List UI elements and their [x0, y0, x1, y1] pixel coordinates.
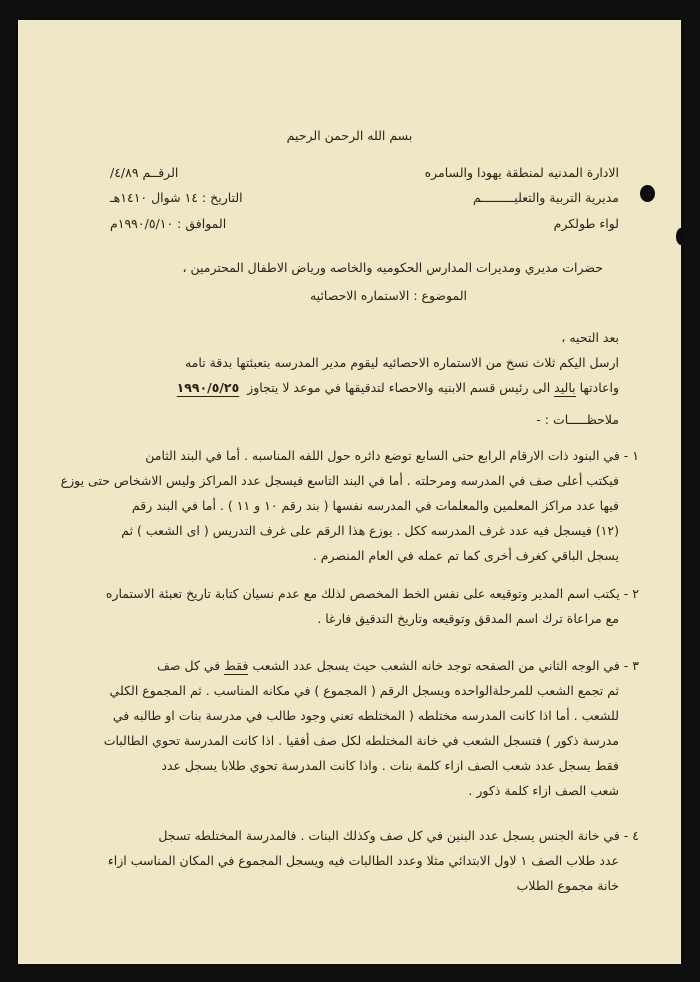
by-hand-underlined: باليد: [554, 380, 576, 395]
org-line-1: الادارة المدنيه لمنطقة يهودا والسامره: [424, 165, 619, 180]
org-line-3: لواء طولكرم: [553, 216, 619, 231]
intro-text-c: الى رئيس قسم الابنيه والاحصاء لتدقيقها في موعد لا يتجاوز: [247, 380, 551, 395]
only-underlined: فقط: [224, 658, 249, 673]
note-2-line: ٢ - يكتب اسم المدير وتوقيعه على نفس الخط المخصص لذلك مع عدم نسيان كتابة تاريخ تعبئة الاستماره: [105, 586, 639, 601]
basmala: بسم الله الرحمن الرحيم: [286, 128, 413, 143]
document-page: [18, 20, 681, 964]
note-4-line: عدد طلاب الصف ١ لاول الابتدائي مثلا وعدد الطالبات فيه ويسجل المجموع في المكان المناسب ازاء: [107, 853, 619, 868]
punch-hole: [640, 185, 655, 202]
date-hijri: التاريخ : ١٤ شوال ١٤١٠هـ: [110, 190, 243, 205]
subject: الموضوع : الاستماره الاحصائيه: [309, 288, 467, 303]
note-3-line: ثم تجمع الشعب للمرحلةالواحده ويسجل الرقم ( المجموع ) في مكانه المناسب . ثم المجموع الكلي: [109, 683, 619, 698]
note-3-line: فقط يسجل عدد شعب الصف ازاء كلمة بنات . واذا كانت المدرسة تحوي طلابا يسجل عدد: [161, 758, 619, 773]
intro-line-2: [177, 380, 619, 396]
note-4-line: ٤ - في خانة الجنس يسجل عدد البنين في كل صف وكذلك البنات . فالمدرسة المختلطه تسجل: [158, 828, 639, 843]
reference-number: الرقــم ٤/٨٩/: [110, 165, 179, 180]
note-1-line: يسجل الباقي كغرف أخرى كما تم عمله في العام المنصرم .: [312, 548, 619, 563]
note-3-line: للشعب . أما اذا كانت المدرسه مختلطه ( المختلطه تعني وجود طالب في مدرسة بنات او طالبه في: [112, 708, 619, 723]
note-3-line: [157, 658, 639, 674]
intro-line-1: ارسل اليكم ثلاث نسخ من الاستماره الاحصائيه ليقوم مدير المدرسه بتعبئتها بدقة تامه: [184, 355, 619, 370]
notes-heading: ملاحظـــــات : -: [536, 412, 619, 427]
note-3-text-c: في كل صف: [156, 658, 221, 673]
note-3-text-a: ٣ - في الوجه الثاني من الصفحه توجد خانه الشعب حيث يسجل عدد الشعب: [252, 658, 639, 673]
note-1-line: فيكتب أعلى صف في المدرسه ومرحلته . أما في البند التاسع فيسجل عدد المراكز وليس الاشخاص حتى يوزع: [60, 473, 619, 488]
org-line-2: مديرية التربية والتعليـــــــــم: [473, 190, 619, 205]
note-3-line: مدرسة ذكور ) فتسجل الشعب في خانة المختلطه لكل صف أفقيا . اذا كانت المدرسة تحوي الطالبات: [103, 733, 619, 748]
note-1-line: ١ - في البنود ذات الارقام الرابع حتى السابع توضع دائره حول اللفه المناسبه . أما في البند الثامن: [145, 448, 639, 463]
deadline-date: ١٩٩٠/٥/٢٥: [176, 380, 240, 395]
intro-text-a: واعادتها: [579, 380, 619, 395]
note-1-line: (١٢) فيسجل فيه عدد غرف المدرسه ككل . يوزع هذا الرقم على غرف التدريس ( اى الشعب ) ثم: [121, 523, 619, 538]
addressee: حضرات مديري ومديرات المدارس الحكوميه والخاصه ورياض الاطفال المحترمين ،: [182, 260, 603, 275]
date-gregorian: الموافق : ١٩٩٠/٥/١٠م: [110, 216, 227, 231]
note-4-line: خانة مجموع الطلاب: [516, 878, 619, 893]
punch-hole: [676, 228, 681, 245]
note-1-line: فيها عدد مراكز المعلمين والمعلمات في المدرسه نفسها ( بند رقم ١٠ و ١١ ) . أما في البند رقم: [131, 498, 619, 513]
note-2-line: مع مراعاة ترك اسم المدقق وتوقيعه وتاريخ التدقيق فارغا .: [317, 611, 619, 626]
greeting: بعد التحيه ،: [561, 330, 619, 345]
note-3-line: شعب الصف ازاء كلمة ذكور .: [468, 783, 619, 798]
